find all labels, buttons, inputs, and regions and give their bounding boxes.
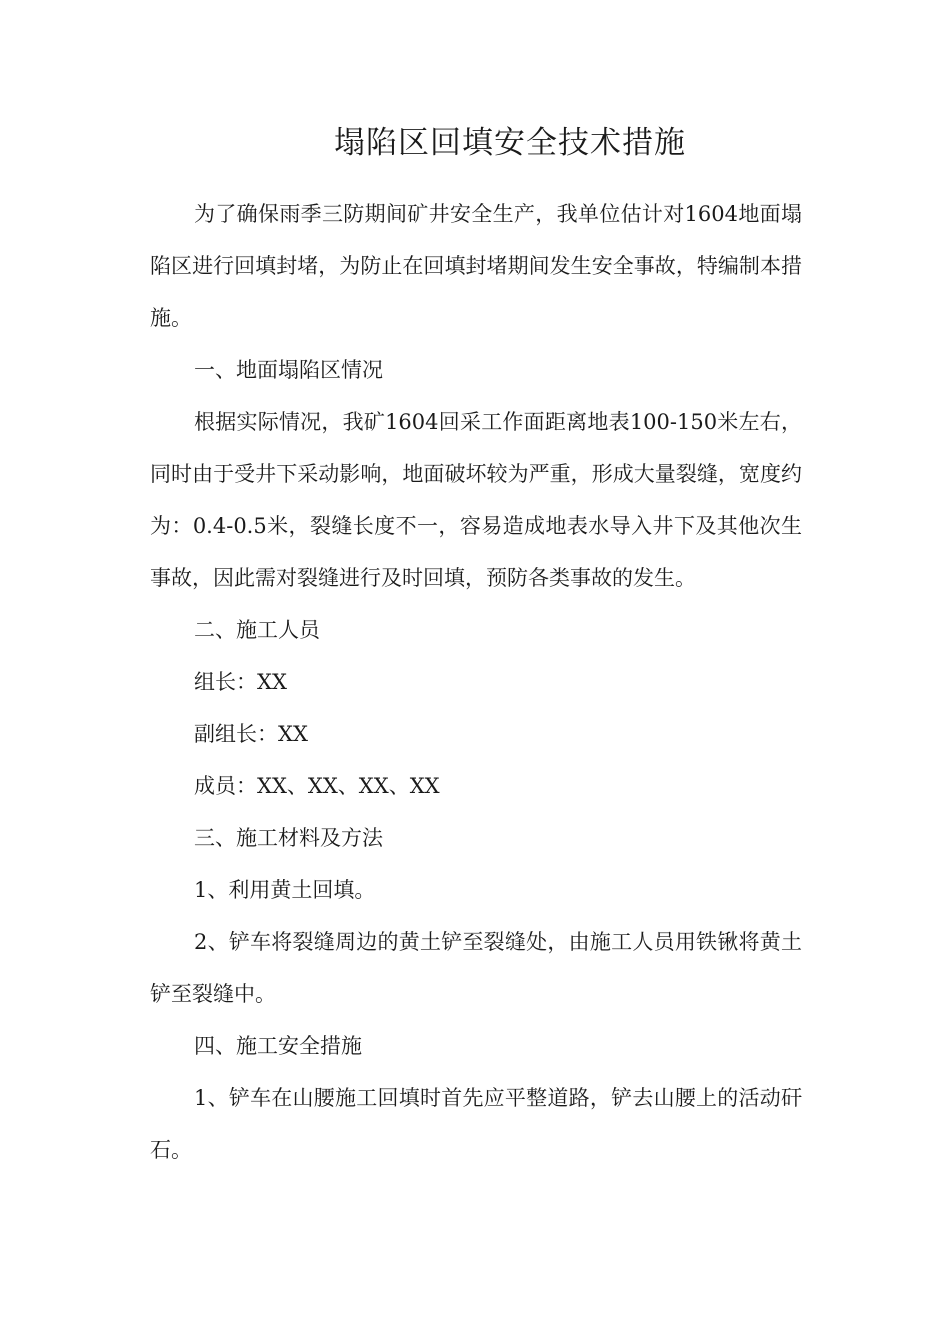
method-item-1: 1、利用黄土回填。 (194, 878, 376, 902)
deputy-leader-line: 副组长：XX (194, 722, 308, 746)
members-line: 成员：XX、XX、XX、XX (194, 774, 440, 798)
section-heading-2: 二、施工人员 (194, 618, 320, 642)
document-title: 塌陷区回填安全技术措施 (334, 125, 686, 161)
document-body (150, 188, 802, 1176)
section-heading-1: 一、地面塌陷区情况 (194, 358, 383, 382)
section-heading-4: 四、施工安全措施 (194, 1034, 362, 1058)
section-heading-3: 三、施工材料及方法 (194, 826, 383, 850)
intro-paragraph: 为了确保雨季三防期间矿井安全生产，我单位估计对1604地面塌陷区进行回填封堵，为防止在回填封堵期间发生安全事故，特编制本措施。 (150, 202, 802, 330)
situation-paragraph: 根据实际情况，我矿1604回采工作面距离地表100-150米左右，同时由于受井下采动影响，地面破坏较为严重，形成大量裂缝，宽度约为：0.4-0.5米，裂缝长度不一，容易造成地表水导入井下及其他次生事故，因此需对裂缝进行及时回填，预防各类事故的发生。 (150, 410, 802, 590)
team-leader-line: 组长：XX (194, 670, 287, 694)
safety-item-1: 1、铲车在山腰施工回填时首先应平整道路，铲去山腰上的活动矸石。 (150, 1086, 802, 1162)
method-item-2: 2、铲车将裂缝周边的黄土铲至裂缝处，由施工人员用铁锹将黄土铲至裂缝中。 (150, 930, 802, 1006)
